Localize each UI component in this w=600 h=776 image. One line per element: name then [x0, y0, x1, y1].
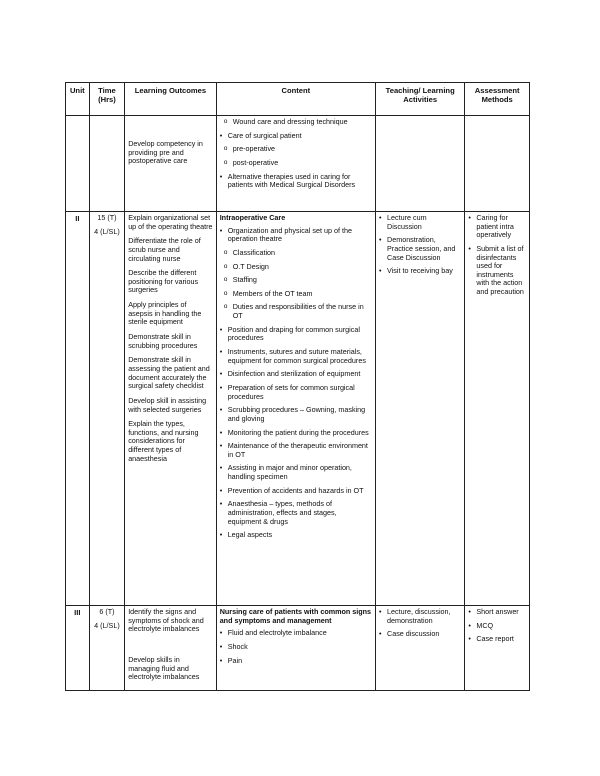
bullet-text: Anaesthesia – types, methods of administration, effects and stages, equipment & drugs: [227, 499, 337, 526]
bullet-text: Position and draping for common surgical procedures: [227, 324, 360, 343]
bullet-text: Case discussion: [387, 629, 440, 639]
circle-bullet-icon: o: [223, 289, 228, 297]
header-teaching-activities: Teaching/ Learning Activities: [376, 83, 465, 116]
learning-outcomes-cell: [125, 116, 217, 212]
learning-outcome: Differentiate the role of scrub nurse and circulating nurse: [128, 236, 201, 263]
bullet-text: Legal aspects: [227, 530, 273, 540]
curriculum-table: [65, 82, 530, 691]
bullet-item: [379, 214, 461, 231]
bullet-text: Monitoring the patient during the procedures: [227, 427, 369, 437]
teaching-activities-cell: [376, 606, 465, 691]
learning-outcome: Develop skills in managing fluid and electrolyte imbalances: [128, 654, 200, 682]
bullet-text: Submit a list of disinfectants used for instruments with the action and precaution: [476, 243, 524, 297]
bullet-icon: •: [219, 441, 223, 451]
header-content: Content: [216, 83, 375, 116]
bullet-icon: •: [219, 324, 223, 334]
table-row: [66, 606, 530, 691]
bullet-icon: •: [379, 629, 382, 639]
bullet-item: [379, 236, 461, 262]
header-time: Time (Hrs): [89, 83, 125, 116]
bullet-item: [220, 464, 372, 481]
bullet-text: Assisting in major and minor operation, handling specimen: [227, 463, 352, 482]
sub-bullet-item: [224, 290, 372, 299]
bullet-text: Scrubbing procedures – Gowning, masking and gloving: [227, 405, 366, 423]
bullet-icon: •: [219, 347, 223, 357]
bullet-item: [468, 635, 526, 644]
learning-outcomes-cell: [125, 212, 217, 606]
bullet-text: Short answer: [476, 607, 519, 616]
content-cell: [216, 606, 375, 691]
bullet-text: Lecture cum Discussion: [387, 213, 427, 231]
bullet-icon: •: [219, 499, 223, 509]
bullet-text: Maintenance of the therapeutic environment in OT: [227, 441, 368, 459]
bullet-item: [220, 227, 372, 244]
assessment-methods-cell: [465, 212, 530, 606]
bullet-icon: •: [468, 634, 471, 644]
time-value: 4 (L/SL): [94, 620, 120, 630]
circle-bullet-icon: o: [223, 262, 228, 270]
bullet-icon: •: [379, 266, 382, 276]
sub-bullet-item: [224, 303, 372, 320]
learning-outcomes-cell: [125, 606, 217, 691]
content-title: Intraoperative Care: [219, 213, 286, 222]
bullet-text: Alternative therapies used in caring for patients with Medical Surgical Disorders: [227, 171, 356, 190]
bullet-item: [220, 384, 372, 401]
bullet-icon: •: [219, 225, 223, 235]
unit-cell: III: [66, 606, 90, 691]
sub-bullet-item: [224, 263, 372, 272]
bullet-icon: •: [468, 620, 471, 630]
circle-bullet-icon: o: [223, 145, 228, 153]
bullet-icon: •: [219, 427, 223, 437]
bullet-icon: •: [379, 235, 382, 245]
bullet-text: Disinfection and sterilization of equipment: [227, 369, 361, 379]
bullet-text: Care of surgical patient: [227, 130, 302, 140]
bullet-item: [220, 429, 372, 438]
content-title: Nursing care of patients with common signs and symptoms and management: [219, 607, 372, 625]
bullet-item: [220, 348, 372, 365]
bullet-item: [468, 608, 526, 617]
bullet-text: Case report: [476, 634, 514, 644]
bullet-text: Wound care and dressing technique: [232, 117, 348, 126]
bullet-text: Instruments, sutures and suture materials, equipment for common surgical procedures: [227, 347, 366, 365]
bullet-text: Prevention of accidents and hazards in OT: [227, 485, 364, 495]
bullet-icon: •: [468, 243, 471, 253]
bullet-icon: •: [219, 485, 223, 495]
bullet-icon: •: [219, 130, 223, 140]
bullet-text: Members of the OT team: [232, 288, 313, 298]
bullet-text: Caring for patient intra operatively: [476, 213, 514, 240]
learning-outcome: Explain organizational set up of the operating theatre: [128, 213, 213, 231]
bullet-item: [379, 630, 461, 639]
content-cell: [216, 116, 375, 212]
learning-outcome: Demonstrate skill in assessing the patient and document accurately the surgical safety checklist: [128, 355, 210, 391]
sub-bullet-item: [224, 249, 372, 258]
bullet-item: [220, 531, 372, 540]
bullet-icon: •: [219, 530, 223, 540]
bullet-text: post-operative: [232, 157, 279, 167]
bullet-item: [220, 643, 372, 652]
circle-bullet-icon: o: [223, 158, 228, 166]
bullet-icon: •: [219, 369, 223, 379]
assessment-methods-cell: [465, 116, 530, 212]
learning-outcome: Develop competency in providing pre and postoperative care: [128, 139, 203, 166]
bullet-item: [220, 629, 372, 638]
time-cell: [89, 116, 125, 212]
bullet-text: Fluid and electrolyte imbalance: [227, 628, 327, 638]
bullet-icon: •: [219, 171, 223, 181]
learning-outcome: Explain the types, functions, and nursing considerations for different types of anaesthesia: [128, 419, 199, 463]
sub-bullet-item: [224, 118, 372, 127]
bullet-icon: •: [379, 607, 382, 616]
bullet-text: pre-operative: [232, 144, 276, 154]
learning-outcome: Describe the different positioning for various surgeries: [128, 268, 199, 295]
bullet-item: [220, 326, 372, 343]
bullet-item: [220, 487, 372, 496]
bullet-item: [220, 657, 372, 666]
bullet-item: [468, 245, 526, 297]
bullet-item: [220, 500, 372, 526]
teaching-activities-cell: [376, 116, 465, 212]
time-cell: [89, 606, 125, 691]
header-learning-outcomes: Learning Outcomes: [125, 83, 217, 116]
bullet-text: Staffing: [232, 275, 257, 285]
time-value: 15 (T): [97, 213, 117, 222]
bullet-icon: •: [219, 463, 223, 473]
circle-bullet-icon: o: [223, 276, 228, 284]
header-unit: Unit: [66, 83, 90, 116]
bullet-text: O.T Design: [232, 261, 269, 271]
content-cell: [216, 212, 375, 606]
bullet-item: [379, 608, 461, 625]
bullet-icon: •: [219, 628, 223, 638]
bullet-text: Shock: [227, 641, 248, 651]
circle-bullet-icon: o: [223, 248, 228, 256]
unit-cell: II: [66, 212, 90, 606]
header-assessment-methods: Assessment Methods: [465, 83, 530, 116]
assessment-methods-cell: [465, 606, 530, 691]
learning-outcome: Develop skill in assisting with selected surgeries: [128, 395, 207, 414]
teaching-activities-cell: [376, 212, 465, 606]
bullet-item: [220, 406, 372, 423]
sub-bullet-item: [224, 145, 372, 154]
bullet-text: Duties and responsibilities of the nurse in OT: [232, 302, 364, 321]
bullet-item: [220, 370, 372, 379]
bullet-icon: •: [219, 655, 223, 665]
sub-bullet-item: [224, 276, 372, 285]
bullet-text: Lecture, discussion, demonstration: [387, 607, 451, 625]
table-row: [66, 116, 530, 212]
bullet-item: [468, 622, 526, 631]
unit-cell: [66, 116, 90, 212]
circle-bullet-icon: o: [223, 303, 228, 311]
bullet-text: Organization and physical set up of the operation theatre: [227, 225, 352, 244]
bullet-text: MCQ: [476, 620, 494, 630]
bullet-text: Pain: [227, 655, 243, 665]
learning-outcome: [128, 118, 213, 134]
bullet-item: [220, 132, 372, 141]
bullet-icon: •: [468, 607, 471, 616]
bullet-item: [220, 173, 372, 190]
bullet-icon: •: [219, 405, 223, 415]
bullet-item: [379, 267, 461, 276]
learning-outcome: Identify the signs and symptoms of shock and electrolyte imbalances: [128, 607, 204, 634]
time-value: 4 (L/SL): [94, 226, 120, 236]
time-value: 6 (T): [99, 607, 115, 616]
bullet-text: Demonstration, Practice session, and Case Discussion: [387, 235, 456, 262]
header-row: [66, 83, 530, 116]
bullet-icon: •: [219, 382, 223, 392]
circle-bullet-icon: o: [223, 118, 228, 125]
sub-bullet-item: [224, 159, 372, 168]
bullet-text: Visit to receiving bay: [387, 266, 453, 276]
bullet-icon: •: [379, 213, 382, 222]
bullet-item: [468, 214, 526, 240]
time-cell: [89, 212, 125, 606]
learning-outcome: Apply principles of asepsis in handling the sterile equipment: [128, 300, 202, 327]
bullet-icon: •: [468, 213, 471, 222]
bullet-text: Preparation of sets for common surgical procedures: [227, 382, 355, 401]
table-row: [66, 212, 530, 606]
learning-outcome: Demonstrate skill in scrubbing procedures: [128, 332, 198, 350]
bullet-text: Classification: [232, 247, 276, 257]
bullet-icon: •: [219, 641, 223, 651]
bullet-item: [220, 442, 372, 459]
